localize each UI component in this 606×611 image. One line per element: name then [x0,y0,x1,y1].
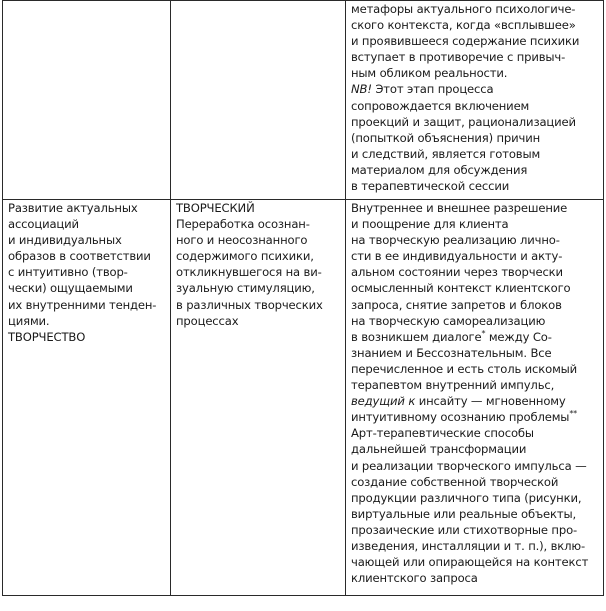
row1-col3-line-8: проекций и защит, рационализацией [351,114,576,129]
row2-col1-line-7: их внутренними тенден- [8,297,157,312]
row2-col3-line-24: клиентского запроса [351,571,478,586]
row1-col3-line-3: и проявившееся содержание психики [351,34,580,49]
row2-col2-line-3: содержимого психики, [176,249,314,264]
row2-col1-line-6: чески) ощущаемыми [8,281,133,296]
row2-col3-line-20: виртуальные или реальные объекты, [351,506,577,521]
row2-col3-line-21: прозаические или стихотворные про- [351,522,578,537]
row2-col3-line-7: запроса, снятие запретов и блоков [351,297,562,312]
row2-col3-line-12: терапевтом внутренний импульс, [351,378,555,393]
row1-col3-line-1: метафоры актуального психологиче- [351,2,576,16]
row1-col3-line-4: вступает в противоречие с привыч- [351,50,566,65]
insight-text: интуитивному осознанию проблемы [351,410,570,425]
nb-note-line [351,81,600,97]
footnote-marker-1: * [481,328,486,338]
stage-label-creativity: ТВОРЧЕСТВО [8,329,86,344]
row2-col3-line-23: чающей или опирающейся на контекст [351,555,589,570]
row2-col3-line-22: изведения, инсталляции и т. п.), вклю- [351,538,586,553]
row2-col2-line-2: ного и неосознанного [176,233,308,248]
row2-col3-line-4: сти в ее индивидуальности и акту- [351,249,563,264]
row2-col1-line-4: образов в соответствии [8,249,151,264]
row2-col1-line-3: и индивидуальных [8,233,122,248]
row2-col2-line-7: процессах [176,313,239,328]
row2-col3-line-8: на творческую самореализацию [351,313,546,328]
row2-col3-line-5: альном состоянии через творчески [351,265,563,280]
dialog-text: в возникшем диалоге [351,329,482,344]
nb-label: NB! [351,82,372,97]
row1-stage-name-cell [171,1,346,200]
footnote-marker-2: ** [569,409,578,419]
row2-col3-line-3: на творческую реализацию лично- [351,233,560,248]
row1-col3-line-9: (попыткой объяснения) причин [351,130,541,145]
row1-stage-description-cell [3,1,171,200]
row2-col1-line-8: циями. [8,313,50,328]
therapy-stages-table [2,0,604,596]
row2-col3-line-1: Внутреннее и внешнее разрешение [351,201,568,215]
row2-col2-line-5: зуальную стимуляцию, [176,281,315,296]
row1-therapy-cell [346,1,604,200]
row1-col3-line-12: в терапевтической сессии [351,179,510,194]
row1-col3-line-2: ского контекста, когда «всплывшее» [351,18,576,33]
row2-col3-line-17: и реализации творческого импульса — [351,458,587,473]
leading-line [351,393,600,409]
row2-col3-line-16: дальнейшей трансформации [351,442,527,457]
row1-col3-line-7: сопровождается включением [351,98,530,113]
row2-col1-line-1: Развитие актуальных [8,201,138,215]
dialog-line [351,329,600,345]
row2-therapy-cell [346,200,604,596]
row1-col3-line-11: материалом для обсуждения [351,162,528,177]
row2-col2-line-4: откликнувшегося на ви- [176,265,322,280]
row2-col2-line-6: в различных творческих [176,297,323,312]
nb-text: Этот этап процесса [371,82,494,97]
row2-col1-line-5: с интуитивно (твор- [8,265,128,280]
row1-col3-line-5: ным обликом реальности. [351,66,508,81]
table-row [3,1,604,200]
row2-col3-line-2: и поощрение для клиента [351,217,509,232]
row2-col3-line-11: перечисленное и есть столь искомый [351,361,578,376]
row2-col1-line-2: ассоциаций [8,217,79,232]
row2-stage-description-cell [3,200,171,596]
row2-col3-line-19: продукции различного типа (рисунки, [351,490,582,505]
row2-stage-name-cell [171,200,346,596]
row2-col3-line-18: создание собственной творческой [351,474,559,489]
insight-line [351,409,600,425]
stage-title-creative: ТВОРЧЕСКИЙ [176,201,255,215]
row2-col3-line-15: Арт-терапевтические способы [351,426,534,441]
leading-rest: инсайту — мгновенному [415,394,566,409]
table-row [3,200,604,596]
row1-col3-line-10: и следствий, является готовым [351,146,541,161]
row2-col2-line-1: Переработка осознан- [176,217,310,232]
row2-col3-line-6: осмысленный контекст клиентского [351,281,571,296]
dialog-rest: между Со- [485,329,552,344]
row2-col3-line-10: знанием и Бессознательным. Все [351,345,552,360]
leading-italic: ведущий к [351,394,416,409]
